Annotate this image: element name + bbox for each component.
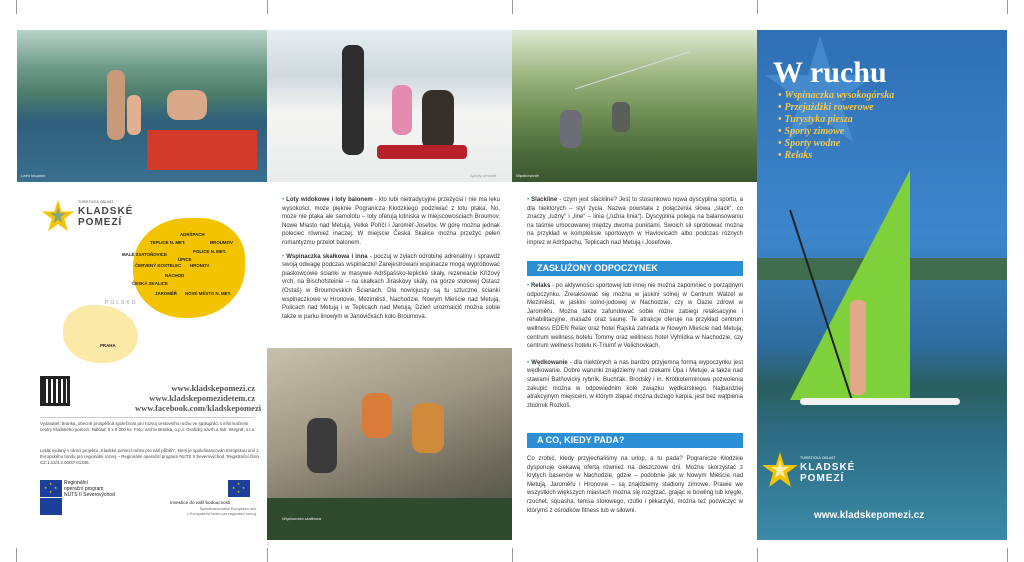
map-town: ÚPICE — [178, 257, 192, 262]
person-figure — [412, 403, 444, 453]
person-figure — [560, 110, 582, 148]
eu-flag-icon: ★ ★ ★ ★ — [40, 480, 62, 497]
cover-title: W ruchu — [773, 56, 887, 89]
pedal-boat — [147, 130, 257, 170]
kladske-pomezi-star-icon — [40, 198, 76, 234]
child-figure — [392, 85, 412, 135]
photo-fishing — [512, 30, 757, 182]
paragraph: Co zrobić, kiedy przyjechaliśmy na urlop, a tu pada? Pogranicze Kłodzkie dysponuje ciekawą ofertą również na deszczowe dni. Można skorzystać z krytych basenów w Nachodzie, gdzie – podobnie jak w Nowym Mieście nad Metują, Jaroměřu i Hronovie – są znajdziemy stadiony zimowe. Prawie we wszystkich większych miastach można się rozgrzać, grając w bowling lub kręgle, rzochet, squasha, tenisa stołowego, rzutki i piłkarzyki, można też poćwiczyć w którymś z ośrodków fitness lub w siłowni. — [527, 456, 743, 514]
crop-mark — [16, 0, 17, 14]
child-figure — [127, 95, 141, 135]
person-figure — [307, 418, 337, 473]
paragraph: • Wędkowanie - dla niektórych a nas bardzo przyjemną formą wypoczynku jest wędkowanie. Dobre warunki znajdziemy nad rzekami Úpa i Metuje, a także nad stawami Batňovický rybník, Buchťák, Brodský i in. Krótkoterminowe pozwolenia zakupić można w odpowiednim kole związku wędkarskiego. Najbardziej atrakcyjnym miejscem, w którym złapać można dużego karpia, jest bez wątpienia zbiornik Rozkoš. — [527, 359, 743, 409]
crop-mark — [512, 0, 513, 14]
map-town: PRAHA — [100, 343, 116, 348]
map-town: ADRŠPACH — [180, 232, 205, 237]
map-town: ČESKÁ SKALICE — [132, 281, 168, 286]
map-label-poland: POLSKO — [105, 300, 138, 306]
list-item: • Turystyka piesza — [778, 114, 853, 125]
photo-rock-climbing — [267, 348, 512, 540]
website-link[interactable]: www.facebook.com/kladskepomezi — [135, 403, 262, 413]
person-figure — [342, 45, 364, 155]
logo-tagline: TURISTICKÁ OBLAST — [800, 456, 836, 460]
map-town: MALÉ SVATOŇOVICE — [122, 252, 167, 257]
right-text-column-top — [527, 196, 743, 253]
eu-investment-label: Investice do vaší budoucnosti — [170, 500, 231, 505]
page-number: 2 — [267, 541, 270, 546]
photo-winter-sports — [267, 30, 512, 182]
list-item: • Przejażdżki rowerowe — [778, 102, 874, 113]
paragraph: • Slackline - czym jest slackline? Jest to stosunkowo nowa dyscyplina sportu, a dla niektórych – styl życia. Nazwa powstała z połączenia słowa „slack“, co znaczy „luźny“ i „line“ – linia („luźna linia“). Dyscyplina polega na balansowaniu na taśmie umocowanej między dwoma punktami. Swoich sił spróbować można na przykład w kompleksie sportowym w Havlovicach albo podczas różnych imprez w Adršpachu, Teplicach nad Metują i Josefovie. — [527, 197, 743, 246]
crop-mark — [757, 548, 758, 562]
surfer-figure — [850, 300, 866, 395]
person-figure — [422, 90, 454, 150]
photo-caption: Wspinaczka skałkowa — [282, 516, 322, 521]
paragraph: • Wspinaczka skałkowa i inna - poczuj w żyłach odrobinę adrenaliny i sprawdź swoją odwagę podczas wspinaczki! Zarejestrowani wspinacze mogą wypróbować piaskowcowe ścianki w masywie Adršpašsko-teplické skały, rezerwacie Křížový vrch, na Bischofsteinie – na skałkach Jiráskovy skály, na górze stołowej Ostasz (Ostaš) w Broumovskich Ścianach. Dla nowicjuszy są tu sztuczne ścianki wspinaczkowe w Hronovie, Meziměsti, Nachodzie, Nowym Mieście nad Metują, Policach nad Metują i w Teplicach nad Metują. Dzień urozmaicić można sobie także w parku linowym w Janovičkách koło Broumova. — [282, 253, 501, 320]
qr-code[interactable] — [40, 376, 70, 406]
fishing-rod — [575, 51, 689, 89]
website-link[interactable]: www.kladskepomezidetem.cz — [149, 393, 255, 403]
project-text: Leták vydaný v rámci projektu „Kladské pomezí-místo pro náš příběh“, který je spolufinancován Evropskou unií z Evropského fondu pro regionální rozvoj – Regionální operační program NUTS II Severovýchod. Registrační číslo CZ.1.13/3.2.00/37.01345. — [40, 448, 259, 465]
section-heading: ZASŁUŻONY ODPOCZYNEK — [527, 261, 743, 276]
paragraph: • Loty widokowe i loty balonem - kto lubi nietradycyjne przeżycia i nie ma lęku wysokości, może pięknie Pogranicza Kłodzkiego podziwiać z lotu ptaka. No, może nie ptaka ale samolotu – loty oferują lotniska w miejscowościach Broumov, Nowe Miasto nad Metują, Velké Poříčí i Jaroměř-Josefov. W górę można jednak polecieć również inaczej. W miejscie Česká Skalice można przeżyć pełen romantyzmu przelot balonem. — [282, 197, 500, 246]
kladske-pomezi-star-icon — [760, 450, 800, 490]
map-town: TEPLICE N. MET. — [150, 240, 186, 245]
section-heading: A CO, KIEDY PADA? — [527, 433, 743, 448]
person-figure — [612, 102, 630, 132]
right-text-column-bottom — [527, 455, 743, 520]
map-town: JAROMĚŘ — [155, 291, 177, 296]
list-item: • Sporty zimowe — [778, 126, 845, 137]
photo-caption: Wędkowanie — [516, 173, 539, 178]
photo-caption: Sporty zimowe — [470, 173, 497, 178]
logo-text: POMEZÍ — [78, 217, 123, 228]
crop-mark — [1007, 0, 1008, 14]
list-item: • Wspinaczka wysokogórska — [778, 90, 895, 101]
eu-program-label: Regionální operační program NUTS II Severovýchod — [64, 480, 115, 498]
list-item: • Relaks — [778, 150, 813, 161]
crop-mark — [16, 548, 17, 562]
map-town: NÁCHOD — [165, 273, 185, 278]
cover-activity-list — [778, 90, 894, 162]
map-town: NOVÉ MĚSTO N. MET. — [185, 291, 232, 296]
kladske-pomezi-logo — [40, 198, 134, 239]
map-town: HRONOV — [190, 263, 210, 268]
website-links — [135, 383, 262, 413]
photo-caption: Letní koupání — [21, 173, 46, 178]
cover-website-link[interactable]: www.kladskepomezi.cz — [814, 510, 925, 521]
website-link[interactable]: www.kladskepomezi.cz — [171, 383, 255, 393]
windsurf-board — [800, 398, 960, 405]
divider — [40, 417, 255, 418]
person-figure — [107, 70, 125, 140]
crop-mark — [757, 0, 758, 14]
logo-text: KLADSKÉ — [78, 206, 134, 217]
map-town: BROUMOV — [210, 240, 233, 245]
map-town: POLICE N. MET. — [193, 249, 227, 254]
eu-cofinanced-label: Spolufinancováno Evropskou unií z Evropského fondu pro regionální rozvoj — [186, 507, 256, 516]
crop-mark — [512, 548, 513, 562]
crop-mark — [1007, 548, 1008, 562]
person-figure — [167, 90, 207, 120]
logo-text: POMEZÍ — [800, 473, 845, 484]
logo-text: KLADSKÉ — [800, 462, 856, 473]
person-figure — [362, 393, 392, 438]
eu-flag-icon: ★ ★ ★ ★ — [228, 480, 250, 497]
right-text-column-mid — [527, 282, 743, 415]
logo-tagline: TURISTICKÁ OBLAST — [78, 200, 114, 204]
map-czech-republic — [63, 305, 138, 363]
paragraph: • Relaks - po aktywności sportowej lub innej nie można zapomnieć o porządnym odpoczynku. Zrelaksować się można w jaskini solnej w Centrum Walzel w Meziměsti, w jaskini solno-jodowej w Nachodzie, czy w Oazie zdrowi w Jaroměřu. Można także zafundować sobie różne zabiegi relaksacyjne i rehabilitacyjne, masaże oraz saunę. Te atrakcje oferuje na przykład centrum wellness EDEN Relax oraz hotel Rajská zahrada w Nowym Mieście nad Metują, centrum wellness hotelu Tommy oraz wellness hotel Vyhlídka w Nachodzie, czy centrum wellness hotelu K-Triumf w Velichovkach. — [527, 283, 743, 350]
list-item: • Sporty wodne — [778, 138, 841, 149]
eu-flag-icon — [40, 498, 62, 515]
crop-mark — [267, 548, 268, 562]
sled — [377, 145, 467, 159]
crop-mark — [267, 0, 268, 14]
middle-text-column — [282, 196, 500, 326]
photo-lake-swimming — [17, 30, 267, 182]
map-town: ČERVENÝ KOSTELEC — [135, 263, 182, 268]
cover-logo — [760, 450, 920, 490]
imprint-text: Vydavatel: Branka, obecně prospěšná společnost pro rozvoj cestovního ruchu ve spolupráci s informačními centry Kladského pomezí. Náklad: 5 x 5 000 ks. Foto: archiv Branka, o.p.s. Grafický návrh a tisk: Integraf, s.r.o. — [40, 421, 256, 432]
